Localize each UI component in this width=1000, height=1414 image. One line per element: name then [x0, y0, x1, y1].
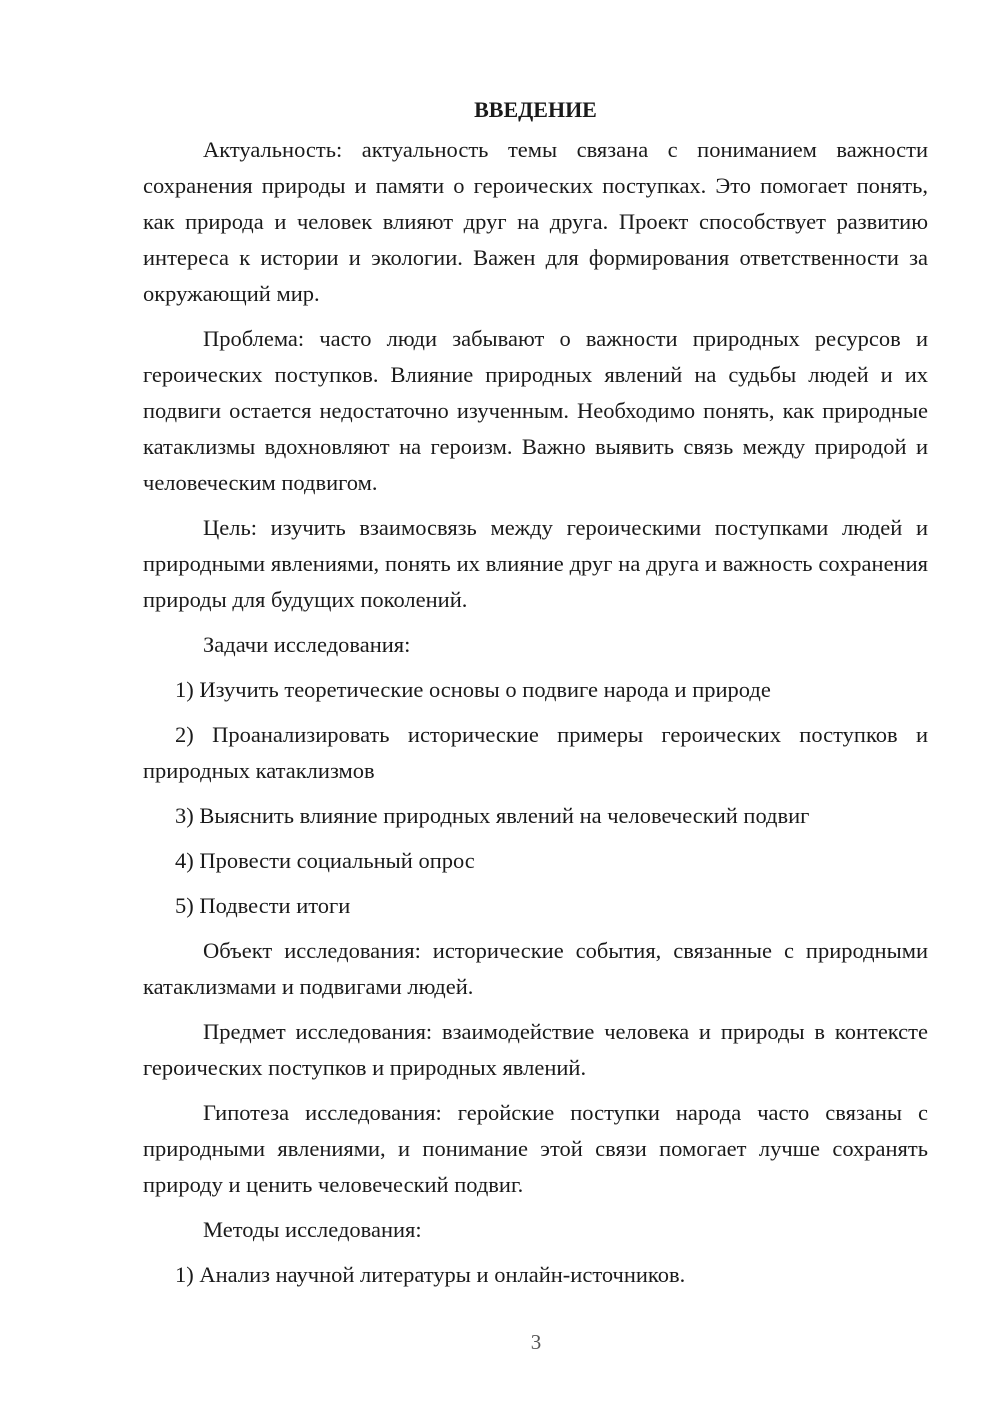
task-item: 1) Изучить теоретические основы о подвиге народа и природе — [175, 677, 771, 702]
page-content — [143, 92, 928, 1302]
page-number: 3 — [530, 1330, 542, 1354]
task-item: 3) Выяснить влияние природных явлений на человеческий подвиг — [175, 803, 810, 828]
section-title: ВВЕДЕНИЕ — [474, 97, 597, 122]
goal-paragraph: Цель: изучить взаимосвязь между героическими поступками людей и природными явлениями, понять их влияние друг на друга и важность сохранения природы для будущих поколений. — [143, 515, 928, 612]
method-item: 1) Анализ научной литературы и онлайн-источников. — [175, 1262, 686, 1287]
hypothesis-paragraph: Гипотеза исследования: геройские поступки народа часто связаны с природными явлениями, и понимание этой связи помогает лучше сохранять природу и ценить человеческий подвиг. — [143, 1100, 928, 1197]
problem-paragraph: Проблема: часто люди забывают о важности природных ресурсов и героических поступков. Влияние природных явлений на судьбы людей и их подвиги остается недостаточно изученным. Необходимо понять, как природные катаклизмы вдохновляют на героизм. Важно выявить связь между природой и человеческим подвигом. — [143, 326, 928, 495]
methods-heading: Методы исследования: — [203, 1217, 422, 1242]
task-item: 2) Проанализировать исторические примеры героических поступков и природных катаклизмов — [143, 722, 928, 783]
tasks-heading: Задачи исследования: — [203, 632, 411, 657]
subject-paragraph: Предмет исследования: взаимодействие человека и природы в контексте героических поступков и природных явлений. — [143, 1019, 928, 1080]
object-paragraph: Объект исследования: исторические события, связанные с природными катаклизмами и подвигами людей. — [143, 938, 928, 999]
relevance-paragraph: Актуальность: актуальность темы связана с пониманием важности сохранения природы и памяти о героических поступках. Это помогает понять, как природа и человек влияют друг на друга. Проект способствует развитию интереса к истории и экологии. Важен для формирования ответственности за окружающий мир. — [143, 137, 928, 306]
task-item: 5) Подвести итоги — [175, 893, 351, 918]
task-item: 4) Провести социальный опрос — [175, 848, 475, 873]
